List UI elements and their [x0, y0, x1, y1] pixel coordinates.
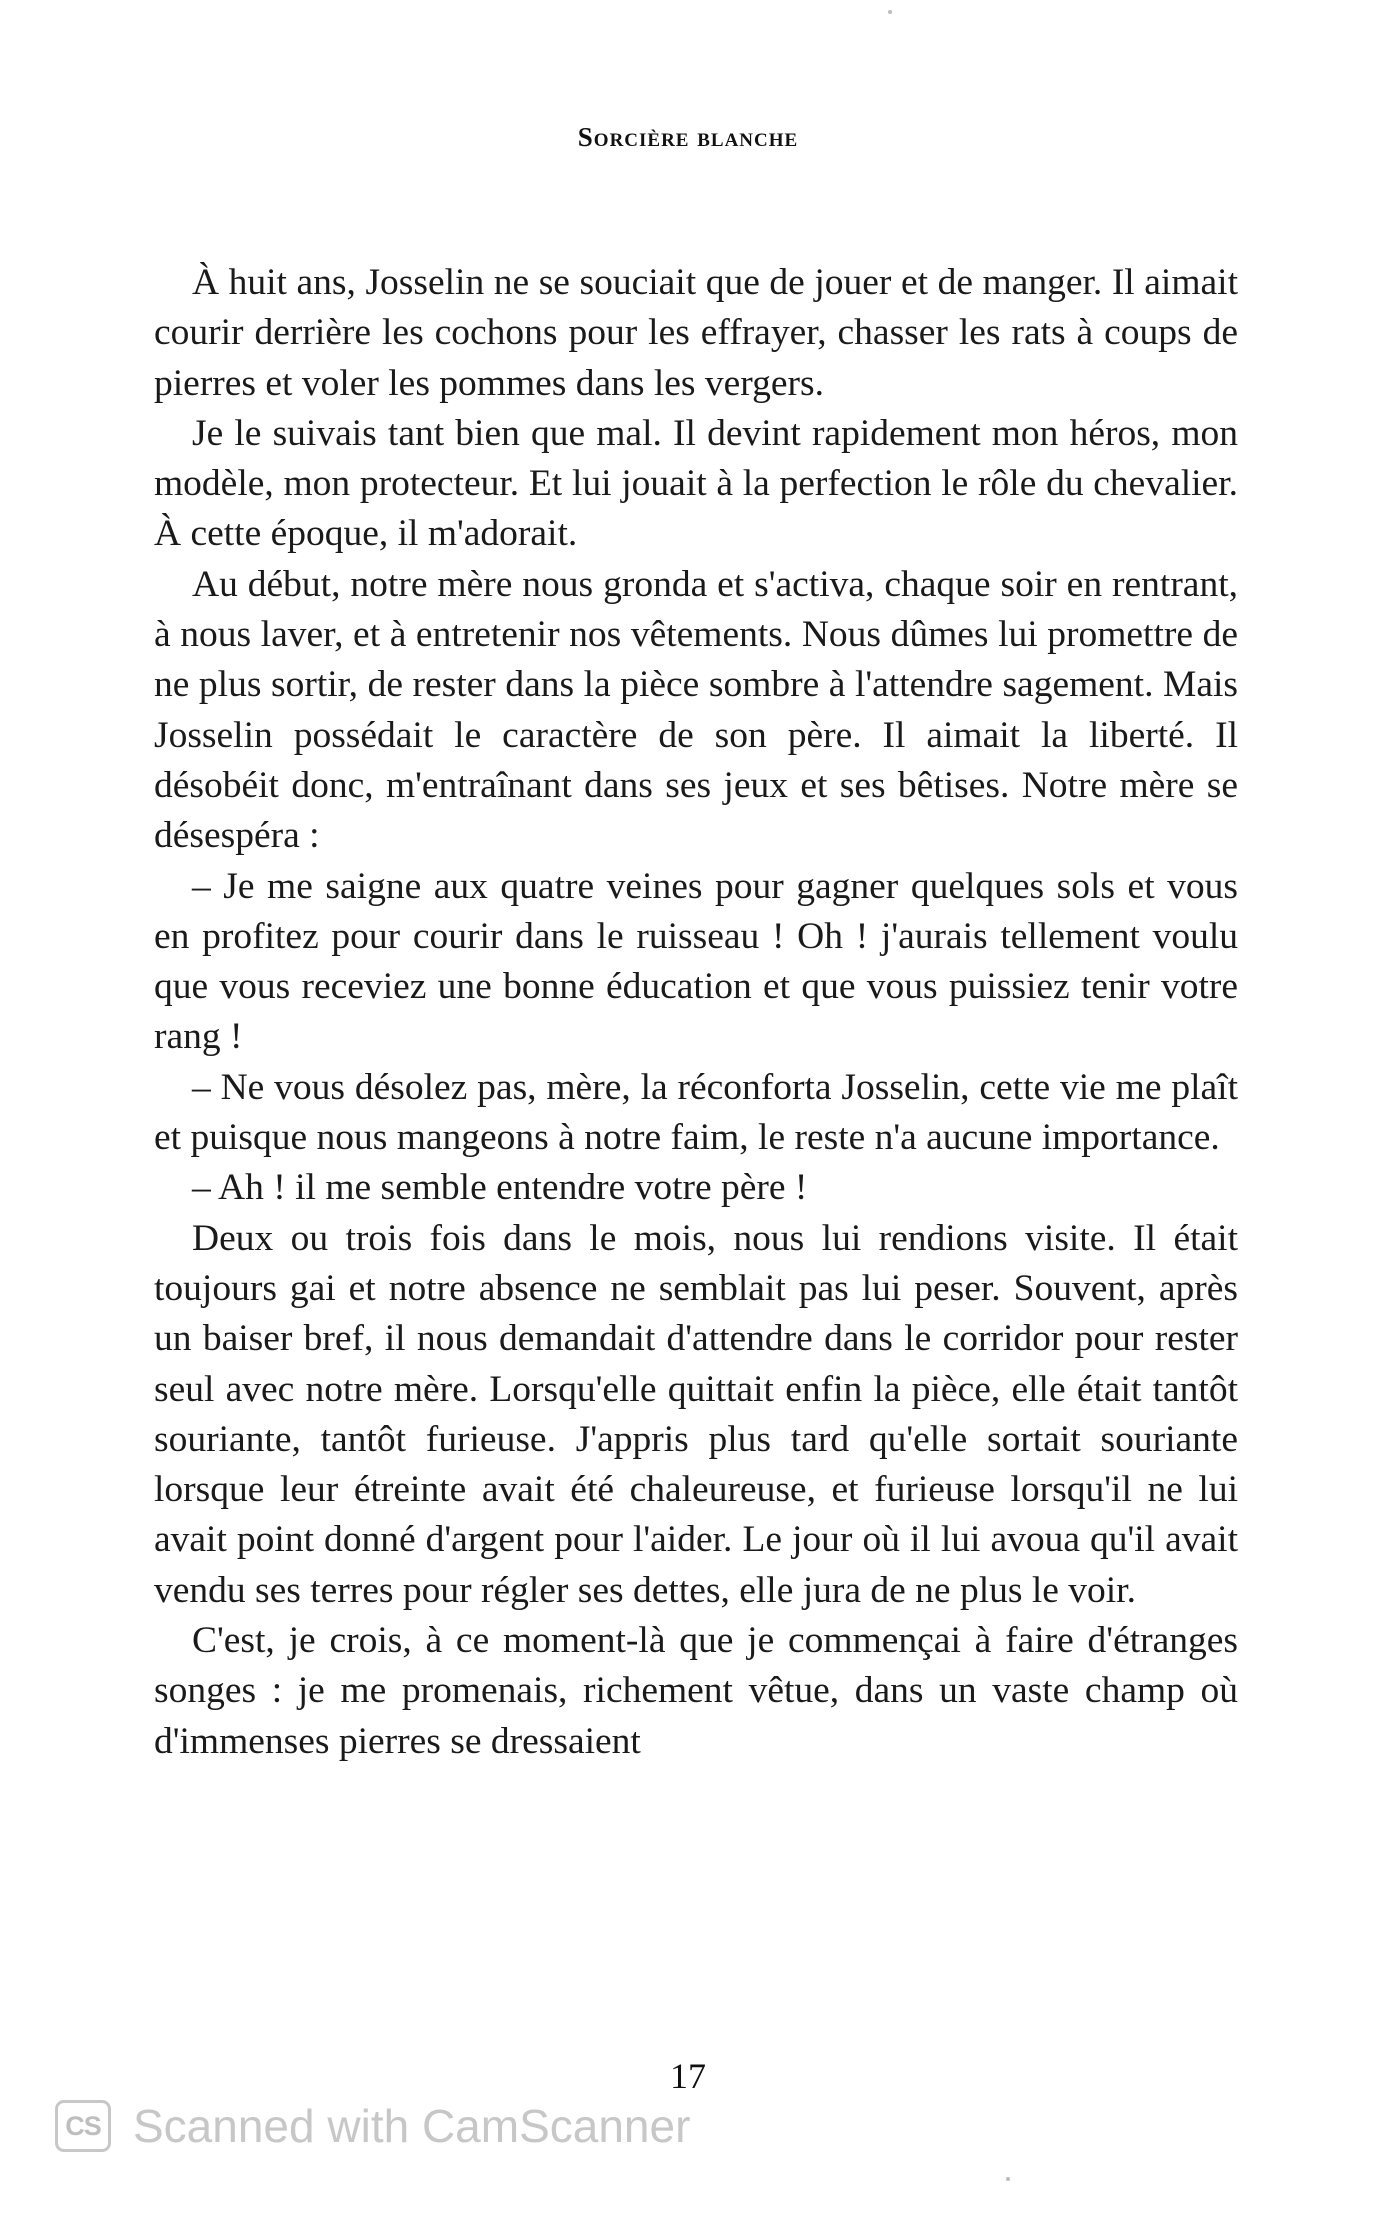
- scan-speck: [1006, 2177, 1010, 2181]
- paragraph: Deux ou trois fois dans le mois, nous lui rendions visite. Il était toujours gai et notre absence ne semblait pas lui peser. Souvent, après un baiser bref, il nous demandait d'attendre dans le corridor pour rester seul avec notre mère. Lorsqu'elle quittait enfin la pièce, elle était tantôt souriante, tantôt furieuse. J'appris plus tard qu'elle sortait souriante lorsque leur étreinte avait été chaleureuse, et furieuse lorsqu'il ne lui avait point donné d'argent pour l'aider. Le jour où il lui avoua qu'il avait vendu ses terres pour régler ses dettes, elle jura de ne plus le voir.: [154, 1217, 1238, 1611]
- paragraph: C'est, je crois, à ce moment-là que je commençai à faire d'étranges songes : je me promenais, richement vêtue, dans un vaste champ où d'immenses pierres se dressaient: [154, 1620, 1238, 1762]
- paragraph: Je le suivais tant bien que mal. Il devint rapidement mon héros, mon modèle, mon protecteur. Et lui jouait à la perfection le rôle du chevalier. À cette époque, il m'adorait.: [154, 412, 1238, 555]
- body-text: [154, 258, 1238, 1767]
- camscanner-watermark: [55, 2096, 690, 2156]
- camscanner-logo-icon: CS: [55, 2100, 111, 2152]
- running-head: Sorcière blanche: [577, 122, 799, 152]
- watermark-text: Scanned with CamScanner: [133, 2100, 691, 2152]
- page-number: 17: [670, 2056, 706, 2096]
- paragraph: Au début, notre mère nous gronda et s'activa, chaque soir en rentrant, à nous laver, et à entretenir nos vêtements. Nous dûmes lui promettre de ne plus sortir, de rester dans la pièce sombre à l'attendre sagement. Mais Josselin possédait le caractère de son père. Il aimait la liberté. Il désobéit donc, m'entraînant dans ses jeux et ses bêtises. Notre mère se désespéra :: [154, 563, 1238, 857]
- dialogue-paragraph: – Ne vous désolez pas, mère, la réconforta Josselin, cette vie me plaît et puisque nous mangeons à notre faim, le reste n'a aucune importance.: [154, 1066, 1238, 1159]
- dialogue-paragraph: – Je me saigne aux quatre veines pour gagner quelques sols et vous en profitez pour courir dans le ruisseau ! Oh ! j'aurais tellement voulu que vous receviez une bonne éducation et que vous puissiez tenir votre rang !: [154, 865, 1238, 1058]
- paragraph: À huit ans, Josselin ne se souciait que de jouer et de manger. Il aimait courir derrière les cochons pour les effrayer, chasser les rats à coups de pierres et voler les pommes dans les vergers.: [154, 262, 1238, 404]
- dialogue-paragraph: – Ah ! il me semble entendre votre père !: [192, 1167, 808, 1209]
- scan-speck: [888, 10, 892, 14]
